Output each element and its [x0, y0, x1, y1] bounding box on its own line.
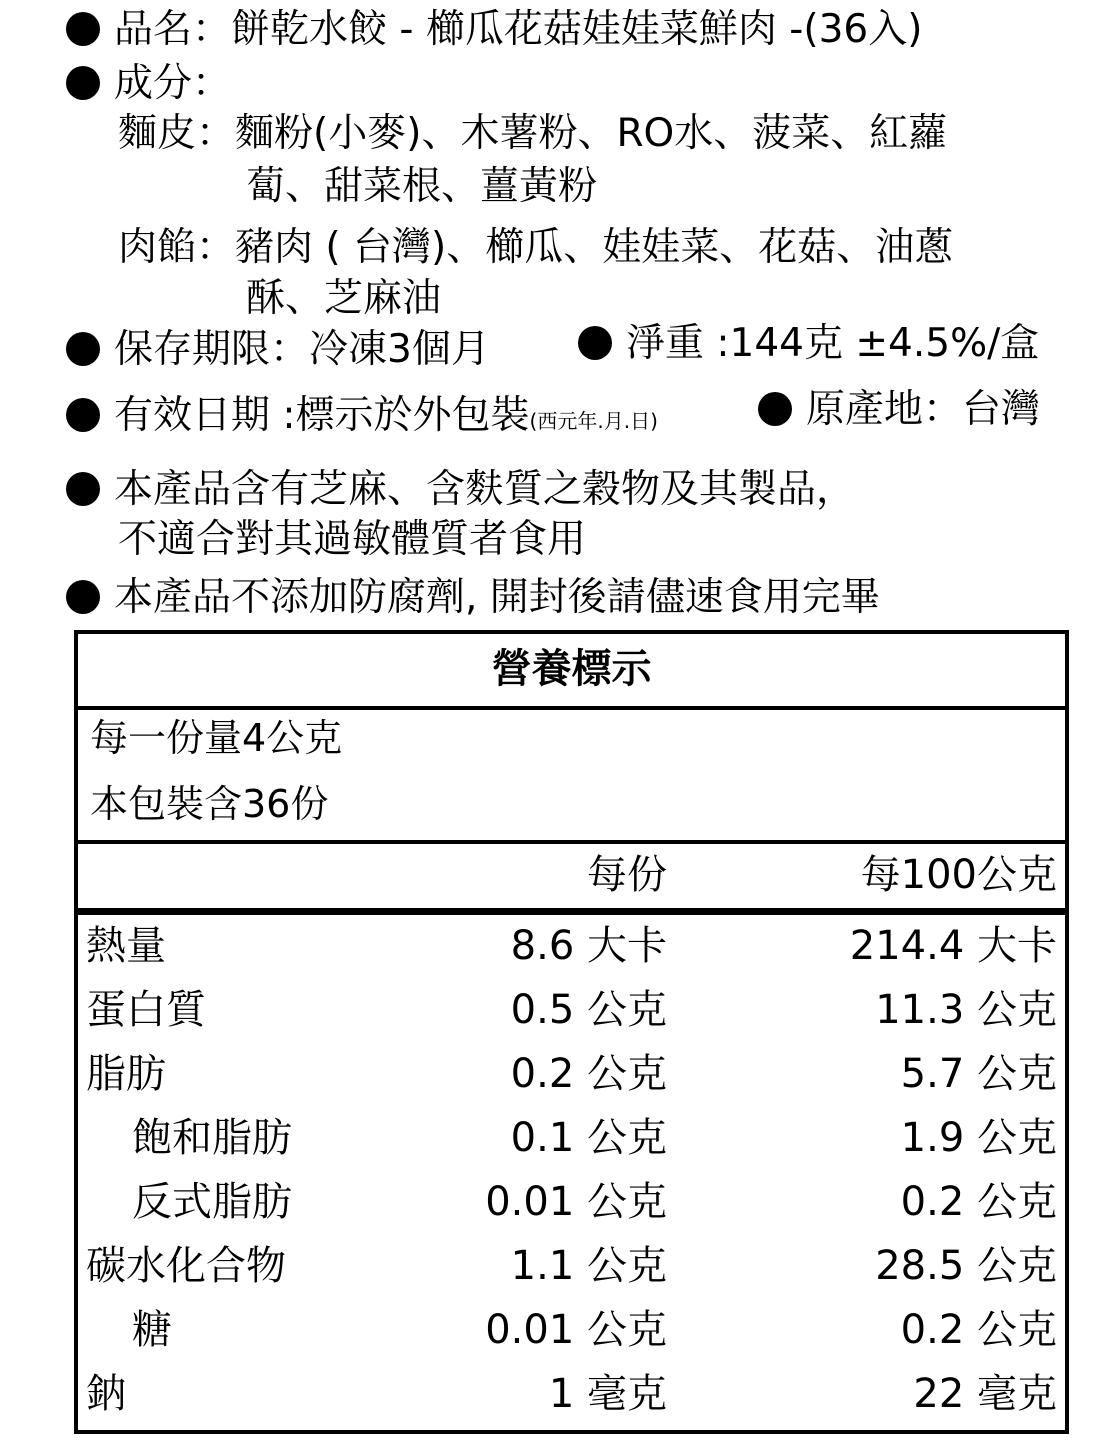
- bullet-icon: [66, 332, 100, 366]
- per-100g-value: 5.7 公克: [900, 1051, 1057, 1097]
- table-row: [78, 1362, 1065, 1426]
- per-serving-value: 0.1 公克: [510, 1115, 667, 1161]
- table-row: [78, 1170, 1065, 1234]
- per-serving-value: 1 毫克: [548, 1371, 667, 1417]
- per-serving-value: 1.1 公克: [510, 1243, 667, 1289]
- serving-size: 每一份量4公克: [90, 716, 343, 760]
- per-serving-value: 0.01 公克: [485, 1307, 667, 1353]
- filling-line: [118, 224, 953, 272]
- per-serving-value: 0.01 公克: [485, 1179, 667, 1225]
- preservative-text: 本產品不添加防腐劑, 開封後請儘速食用完畢: [114, 575, 880, 620]
- wrapper-line: [118, 110, 947, 158]
- table-row: [78, 1106, 1065, 1170]
- table-row: [78, 1042, 1065, 1106]
- nutrition-table: [74, 630, 1069, 1434]
- nutrient-name: 反式脂肪: [132, 1179, 292, 1225]
- per-100g-value: 214.4 大卡: [849, 923, 1057, 969]
- servings-per-package: 本包裝含36份: [90, 782, 329, 826]
- shelf-life: 保存期限：冷凍3個月: [114, 327, 490, 372]
- filling-text-2: 酥、芝麻油: [246, 276, 442, 321]
- per-serving-value: 0.5 公克: [510, 987, 667, 1033]
- col-per-100g: 每100公克: [860, 852, 1057, 898]
- bullet-icon: [66, 398, 100, 432]
- ingredients-label: 成分：: [114, 61, 232, 106]
- per-100g-value: 28.5 公克: [875, 1243, 1057, 1289]
- nutrition-title: 營養標示: [78, 634, 1065, 710]
- allergen-text-1: 本產品含有芝麻、含麩質之穀物及其製品，: [114, 467, 856, 512]
- ingredients-line: [66, 60, 231, 108]
- per-100g-value: 22 毫克: [913, 1371, 1057, 1417]
- nutrient-name: 脂肪: [86, 1051, 166, 1097]
- bullet-icon: [66, 12, 100, 46]
- nutrient-name: 糖: [132, 1307, 172, 1353]
- name-value: 餅乾水餃 - 櫛瓜花菇娃娃菜鮮肉 -(36入): [231, 7, 923, 52]
- nutrient-name: 熱量: [86, 923, 166, 969]
- filling-label: 肉餡：: [118, 225, 236, 270]
- bullet-icon: [66, 580, 100, 614]
- per-100g-value: 0.2 公克: [900, 1307, 1057, 1353]
- per-100g-value: 1.9 公克: [900, 1115, 1057, 1161]
- per-100g-value: 11.3 公克: [875, 987, 1057, 1033]
- preservative-line: [66, 574, 880, 622]
- per-100g-value: 0.2 公克: [900, 1179, 1057, 1225]
- expiry-note: (西元年.月.日): [529, 409, 658, 433]
- expiry: 有效日期 :標示於外包裝: [114, 393, 530, 438]
- wrapper-text-1: 麵粉(小麥)、木薯粉、RO水、菠菜、紅蘿: [235, 111, 948, 156]
- net-weight-line: [578, 320, 1039, 368]
- table-row: [78, 1234, 1065, 1298]
- nutrient-name: 飽和脂肪: [132, 1115, 292, 1161]
- shelf-life-line: [66, 326, 490, 374]
- allergen-text-2: 不適合對其過敏體質者食用: [118, 517, 587, 562]
- table-divider: [78, 840, 1065, 844]
- name-label: 品名：: [114, 7, 232, 52]
- table-row: [78, 1298, 1065, 1362]
- bullet-icon: [758, 392, 792, 426]
- product-name-line: [66, 6, 922, 54]
- col-per-serving: 每份: [587, 852, 667, 898]
- per-serving-value: 8.6 大卡: [510, 923, 667, 969]
- nutrient-name: 碳水化合物: [86, 1243, 286, 1289]
- wrapper-text-2: 蔔、甜菜根、薑黃粉: [246, 164, 598, 209]
- origin-line: [758, 386, 1040, 434]
- bullet-icon: [66, 66, 100, 100]
- table-row: [78, 914, 1065, 978]
- bullet-icon: [66, 472, 100, 506]
- bullet-icon: [578, 326, 612, 360]
- allergen-line: [66, 466, 855, 514]
- filling-text-1: 豬肉 ( 台灣)、櫛瓜、娃娃菜、花菇、油蔥: [235, 225, 954, 270]
- origin: 原產地：台灣: [806, 387, 1041, 432]
- net-weight: 淨重 :144克 ±4.5%/盒: [626, 321, 1040, 366]
- nutrient-name: 鈉: [86, 1371, 126, 1417]
- nutrient-name: 蛋白質: [86, 987, 206, 1033]
- per-serving-value: 0.2 公克: [510, 1051, 667, 1097]
- wrapper-label: 麵皮：: [118, 111, 236, 156]
- expiry-line: [66, 392, 658, 445]
- table-row: [78, 978, 1065, 1042]
